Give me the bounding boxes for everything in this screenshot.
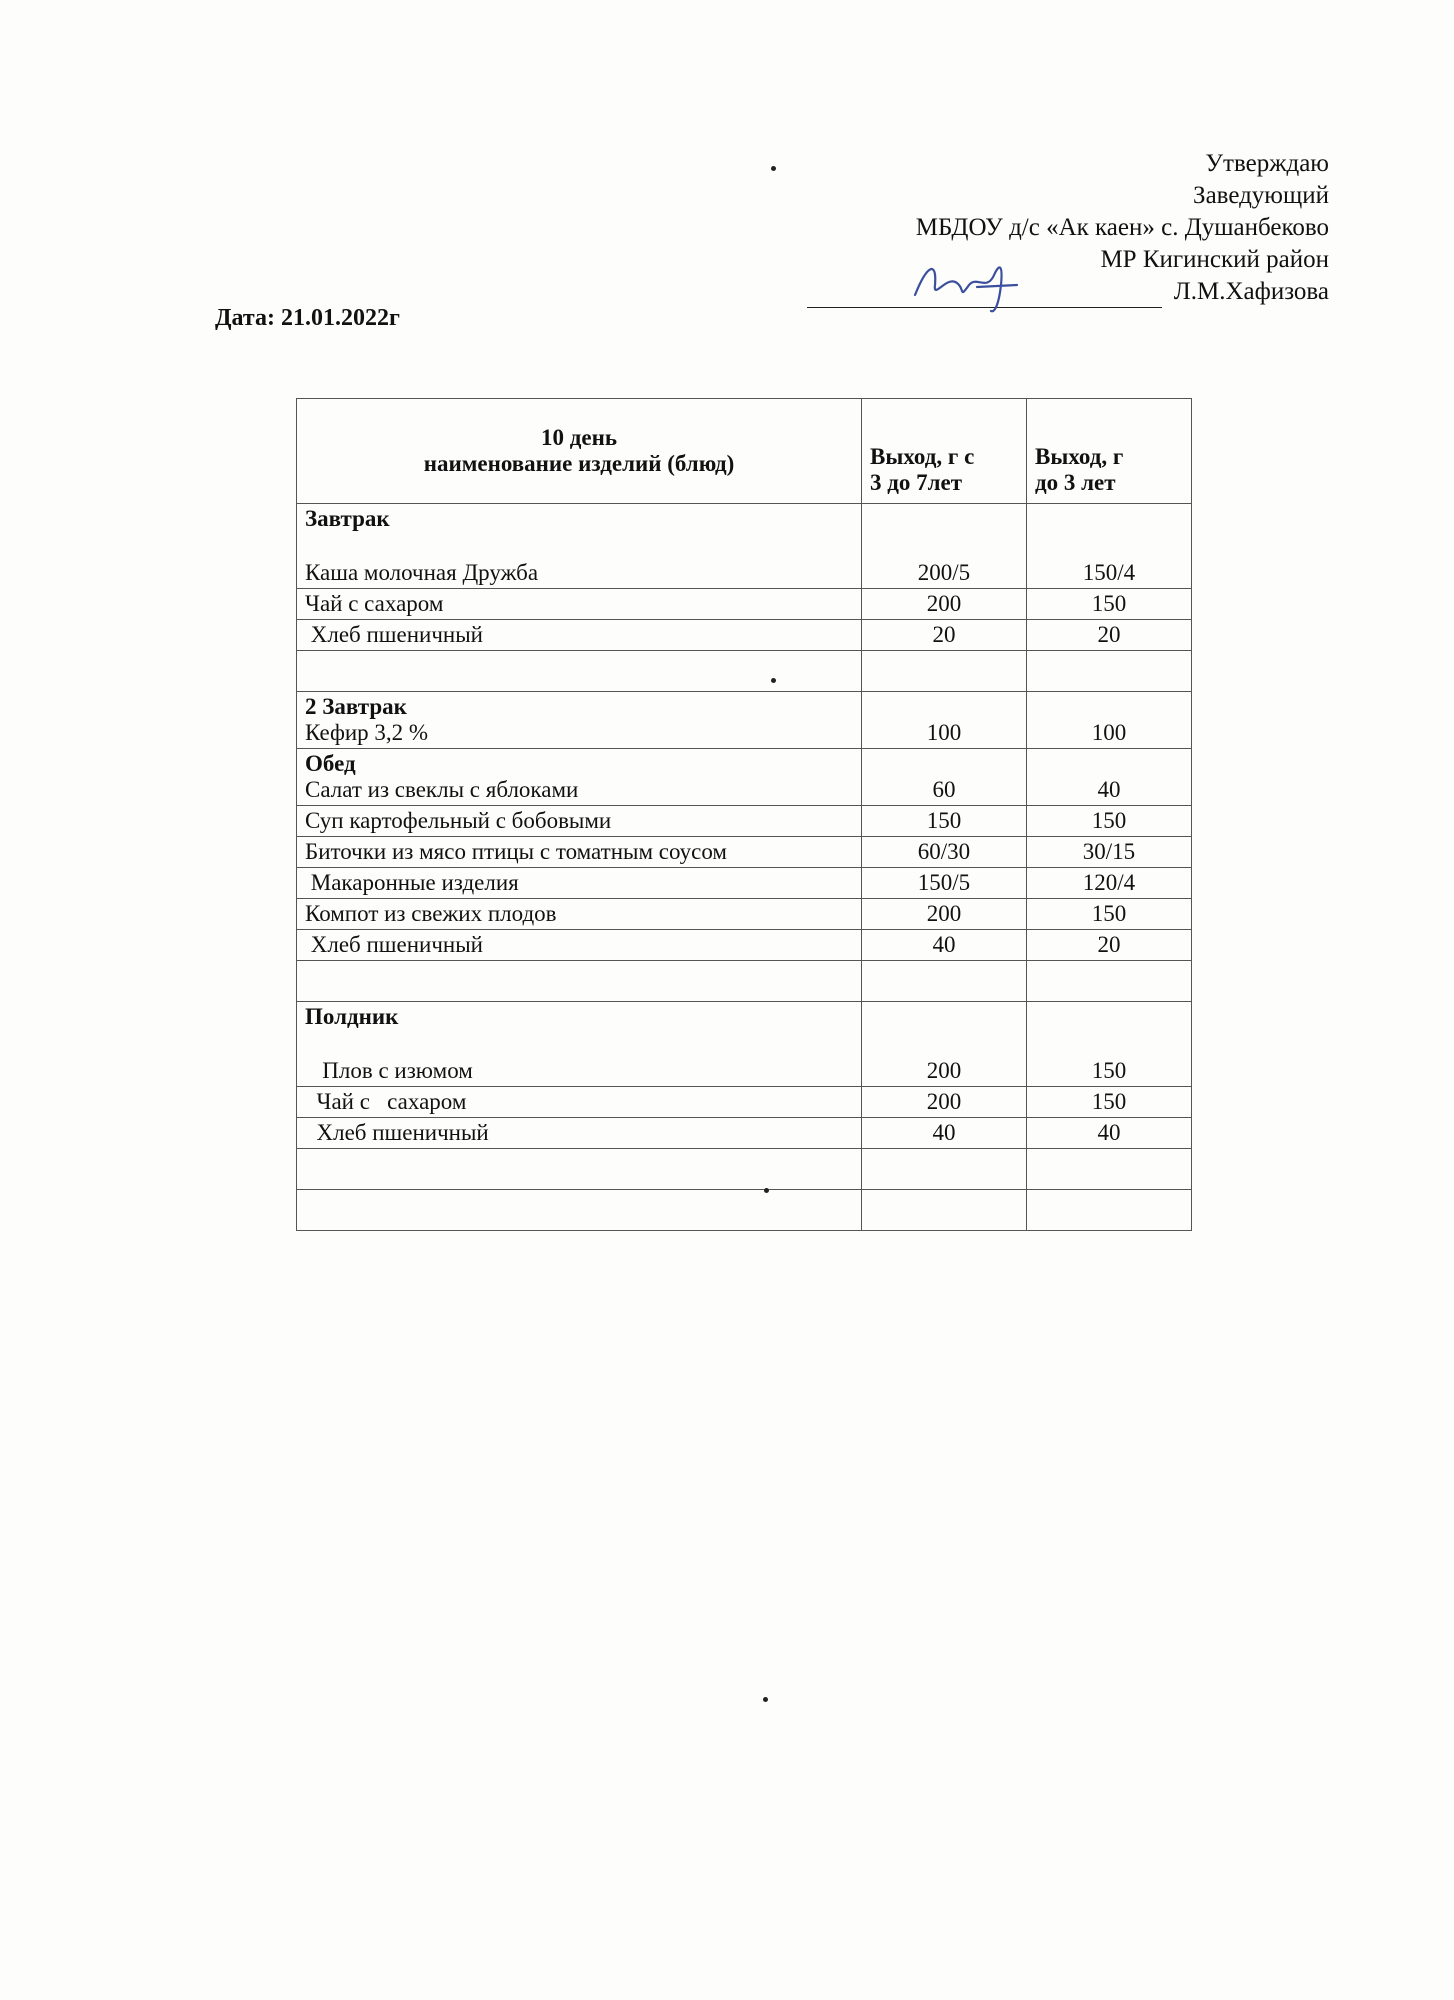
dish-cell xyxy=(297,1190,862,1231)
approval-line-4: МР Кигинский район xyxy=(1100,246,1329,273)
portion-under-3 xyxy=(1027,961,1192,1002)
dish-name: Хлеб пшеничный xyxy=(305,932,483,957)
table-row xyxy=(297,806,1192,837)
dish-name: Хлеб пшеничный xyxy=(305,622,483,647)
portion-3-7: 200 xyxy=(862,899,1027,930)
menu-table-body xyxy=(297,504,1192,1231)
dish-cell xyxy=(297,1002,862,1087)
dish-cell xyxy=(297,749,862,806)
dish-cell xyxy=(297,1087,862,1118)
dish-name: Плов с изюмом xyxy=(305,1058,473,1083)
portion-3-7 xyxy=(862,651,1027,692)
speck xyxy=(763,1697,768,1702)
table-row xyxy=(297,1149,1192,1190)
header-col-3-7: Выход, г с 3 до 7лет xyxy=(862,399,1027,504)
approval-block xyxy=(807,148,1329,308)
portion-under-3: 20 xyxy=(1027,930,1192,961)
table-row xyxy=(297,961,1192,1002)
signature-line xyxy=(807,281,1162,308)
table-row xyxy=(297,1190,1192,1231)
portion-3-7: 150/5 xyxy=(862,868,1027,899)
dish-cell xyxy=(297,651,862,692)
meal-section: Полдник xyxy=(305,1004,399,1029)
dish-cell xyxy=(297,504,862,589)
portion-3-7: 200 xyxy=(862,1002,1027,1087)
portion-3-7: 40 xyxy=(862,1118,1027,1149)
table-row xyxy=(297,899,1192,930)
meal-section: 2 Завтрак xyxy=(305,694,407,719)
meal-section: Обед xyxy=(305,751,356,776)
dish-name: Каша молочная Дружба xyxy=(305,560,539,585)
portion-under-3: 40 xyxy=(1027,1118,1192,1149)
table-row xyxy=(297,589,1192,620)
dish-cell xyxy=(297,692,862,749)
table-row xyxy=(297,1087,1192,1118)
portion-under-3: 150 xyxy=(1027,899,1192,930)
portion-3-7: 200 xyxy=(862,589,1027,620)
portion-under-3 xyxy=(1027,1149,1192,1190)
portion-under-3: 20 xyxy=(1027,620,1192,651)
portion-under-3: 150 xyxy=(1027,1002,1192,1087)
portion-3-7: 200 xyxy=(862,1087,1027,1118)
dish-cell xyxy=(297,1149,862,1190)
table-row xyxy=(297,692,1192,749)
dish-name: Кефир 3,2 % xyxy=(305,720,429,745)
approval-line-3: МБДОУ д/с «Ак каен» с. Душанбеково xyxy=(915,214,1329,241)
header-name-cell xyxy=(297,399,862,504)
portion-3-7 xyxy=(862,1149,1027,1190)
portion-3-7: 60 xyxy=(862,749,1027,806)
signature-icon xyxy=(907,255,1027,315)
portion-under-3: 150 xyxy=(1027,1087,1192,1118)
portion-under-3: 150 xyxy=(1027,589,1192,620)
portion-3-7 xyxy=(862,1190,1027,1231)
dish-name: Компот из свежих плодов xyxy=(305,901,557,926)
dish-cell xyxy=(297,899,862,930)
dish-name: Чай с сахаром xyxy=(305,591,444,616)
approval-line-5 xyxy=(807,276,1329,308)
portion-under-3 xyxy=(1027,651,1192,692)
table-row xyxy=(297,930,1192,961)
portion-under-3: 40 xyxy=(1027,749,1192,806)
table-row xyxy=(297,868,1192,899)
portion-under-3: 120/4 xyxy=(1027,868,1192,899)
table-row xyxy=(297,1118,1192,1149)
dish-name: Суп картофельный с бобовыми xyxy=(305,808,612,833)
dish-name: Хлеб пшеничный xyxy=(305,1120,489,1145)
speck xyxy=(771,166,776,171)
dish-name: Биточки из мясо птицы с томатным соусом xyxy=(305,839,727,864)
dish-name: Макаронные изделия xyxy=(305,870,519,895)
dish-name: Салат из свеклы с яблоками xyxy=(305,777,579,802)
table-row xyxy=(297,1002,1192,1087)
portion-3-7 xyxy=(862,961,1027,1002)
table-row xyxy=(297,651,1192,692)
dish-cell xyxy=(297,620,862,651)
header-name: наименование изделий (блюд) xyxy=(423,451,735,476)
portion-under-3: 150 xyxy=(1027,806,1192,837)
dish-name: Чай с сахаром xyxy=(305,1089,467,1114)
approval-line-2: Заведующий xyxy=(1193,182,1329,209)
dish-cell xyxy=(297,868,862,899)
portion-under-3 xyxy=(1027,1190,1192,1231)
dish-cell xyxy=(297,1118,862,1149)
header-col-under-3: Выход, г до 3 лет xyxy=(1027,399,1192,504)
dish-cell xyxy=(297,930,862,961)
portion-under-3: 30/15 xyxy=(1027,837,1192,868)
table-header-row xyxy=(297,399,1192,504)
dish-cell xyxy=(297,961,862,1002)
dish-cell xyxy=(297,837,862,868)
portion-3-7: 150 xyxy=(862,806,1027,837)
portion-3-7: 20 xyxy=(862,620,1027,651)
dish-cell xyxy=(297,589,862,620)
portion-under-3: 150/4 xyxy=(1027,504,1192,589)
table-row xyxy=(297,504,1192,589)
portion-3-7: 60/30 xyxy=(862,837,1027,868)
meal-section: Завтрак xyxy=(305,506,390,531)
portion-3-7: 200/5 xyxy=(862,504,1027,589)
table-row xyxy=(297,837,1192,868)
speck xyxy=(764,1188,769,1193)
approver-name: Л.М.Хафизова xyxy=(1173,278,1329,305)
dish-cell xyxy=(297,806,862,837)
portion-3-7: 40 xyxy=(862,930,1027,961)
speck xyxy=(771,678,776,683)
approval-line-1: Утверждаю xyxy=(1205,150,1329,177)
table-row xyxy=(297,620,1192,651)
header-day: 10 день xyxy=(540,425,617,450)
portion-under-3: 100 xyxy=(1027,692,1192,749)
table-row xyxy=(297,749,1192,806)
portion-3-7: 100 xyxy=(862,692,1027,749)
menu-table xyxy=(296,398,1192,1231)
menu-date: Дата: 21.01.2022г xyxy=(215,305,400,331)
